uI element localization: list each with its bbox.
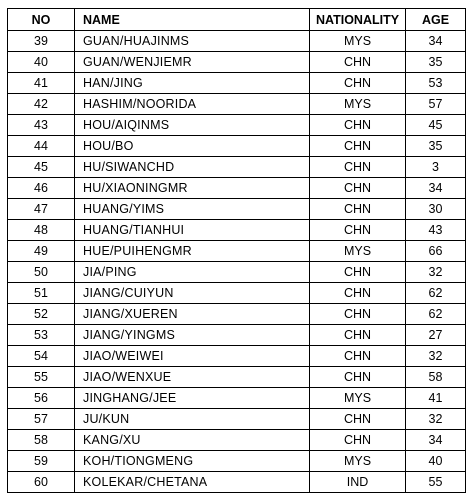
cell-name: HOU/AIQINMS [75, 115, 310, 136]
cell-nationality: MYS [310, 94, 406, 115]
table-row [8, 367, 466, 388]
table-row [8, 94, 466, 115]
cell-no: 58 [8, 430, 75, 451]
cell-name: JIAO/WEIWEI [75, 346, 310, 367]
cell-age: 34 [406, 430, 466, 451]
cell-name: JIAO/WENXUE [75, 367, 310, 388]
cell-age: 40 [406, 451, 466, 472]
cell-no: 57 [8, 409, 75, 430]
cell-no: 41 [8, 73, 75, 94]
cell-nationality: CHN [310, 367, 406, 388]
cell-nationality: MYS [310, 241, 406, 262]
cell-age: 32 [406, 346, 466, 367]
cell-age: 45 [406, 115, 466, 136]
table-row [8, 472, 466, 493]
table-row [8, 52, 466, 73]
cell-nationality: CHN [310, 430, 406, 451]
cell-name: KOH/TIONGMENG [75, 451, 310, 472]
cell-name: HOU/BO [75, 136, 310, 157]
cell-nationality: CHN [310, 346, 406, 367]
cell-name: JIANG/YINGMS [75, 325, 310, 346]
cell-name: KOLEKAR/CHETANA [75, 472, 310, 493]
cell-age: 35 [406, 52, 466, 73]
table-row [8, 451, 466, 472]
cell-no: 47 [8, 199, 75, 220]
cell-no: 50 [8, 262, 75, 283]
cell-nationality: CHN [310, 157, 406, 178]
cell-name: JIANG/CUIYUN [75, 283, 310, 304]
table-header [8, 9, 466, 31]
cell-no: 42 [8, 94, 75, 115]
table-row [8, 409, 466, 430]
cell-no: 45 [8, 157, 75, 178]
cell-no: 53 [8, 325, 75, 346]
cell-age: 32 [406, 262, 466, 283]
cell-nationality: CHN [310, 115, 406, 136]
table-row [8, 178, 466, 199]
header-no: NO [8, 9, 75, 31]
cell-name: GUAN/HUAJINMS [75, 31, 310, 52]
cell-no: 48 [8, 220, 75, 241]
cell-age: 53 [406, 73, 466, 94]
cell-age: 41 [406, 388, 466, 409]
header-name: NAME [75, 9, 310, 31]
table-row [8, 157, 466, 178]
cell-name: JIANG/XUEREN [75, 304, 310, 325]
cell-age: 32 [406, 409, 466, 430]
cell-no: 44 [8, 136, 75, 157]
passenger-table [7, 8, 466, 493]
cell-nationality: CHN [310, 199, 406, 220]
cell-nationality: CHN [310, 178, 406, 199]
cell-no: 54 [8, 346, 75, 367]
cell-no: 59 [8, 451, 75, 472]
cell-name: HASHIM/NOORIDA [75, 94, 310, 115]
cell-name: HUANG/TIANHUI [75, 220, 310, 241]
table-row [8, 388, 466, 409]
table-row [8, 241, 466, 262]
cell-no: 55 [8, 367, 75, 388]
cell-age: 55 [406, 472, 466, 493]
cell-age: 3 [406, 157, 466, 178]
cell-no: 46 [8, 178, 75, 199]
cell-nationality: IND [310, 472, 406, 493]
cell-name: HUANG/YIMS [75, 199, 310, 220]
cell-age: 27 [406, 325, 466, 346]
cell-nationality: MYS [310, 31, 406, 52]
cell-nationality: CHN [310, 52, 406, 73]
cell-age: 57 [406, 94, 466, 115]
table-row [8, 283, 466, 304]
cell-name: KANG/XU [75, 430, 310, 451]
cell-no: 52 [8, 304, 75, 325]
cell-age: 30 [406, 199, 466, 220]
cell-no: 51 [8, 283, 75, 304]
header-row [8, 9, 466, 31]
cell-age: 62 [406, 283, 466, 304]
table-row [8, 73, 466, 94]
cell-nationality: MYS [310, 388, 406, 409]
cell-nationality: CHN [310, 262, 406, 283]
cell-age: 34 [406, 178, 466, 199]
cell-name: HUE/PUIHENGMR [75, 241, 310, 262]
cell-no: 39 [8, 31, 75, 52]
cell-age: 58 [406, 367, 466, 388]
cell-age: 43 [406, 220, 466, 241]
cell-age: 35 [406, 136, 466, 157]
cell-no: 56 [8, 388, 75, 409]
cell-nationality: CHN [310, 283, 406, 304]
cell-nationality: CHN [310, 409, 406, 430]
table-row [8, 199, 466, 220]
cell-age: 62 [406, 304, 466, 325]
cell-name: HU/XIAONINGMR [75, 178, 310, 199]
table-row [8, 346, 466, 367]
cell-nationality: CHN [310, 136, 406, 157]
header-nationality: NATIONALITY [310, 9, 406, 31]
cell-name: JINGHANG/JEE [75, 388, 310, 409]
table-row [8, 220, 466, 241]
cell-no: 40 [8, 52, 75, 73]
table-row [8, 262, 466, 283]
header-age: AGE [406, 9, 466, 31]
cell-no: 43 [8, 115, 75, 136]
cell-nationality: CHN [310, 304, 406, 325]
cell-name: HU/SIWANCHD [75, 157, 310, 178]
table-row [8, 136, 466, 157]
table-row [8, 115, 466, 136]
cell-nationality: CHN [310, 73, 406, 94]
table-row [8, 31, 466, 52]
cell-age: 34 [406, 31, 466, 52]
table-row [8, 325, 466, 346]
cell-name: JU/KUN [75, 409, 310, 430]
cell-no: 60 [8, 472, 75, 493]
table-body [8, 31, 466, 493]
table-row [8, 304, 466, 325]
cell-no: 49 [8, 241, 75, 262]
cell-name: HAN/JING [75, 73, 310, 94]
cell-age: 66 [406, 241, 466, 262]
cell-nationality: MYS [310, 451, 406, 472]
cell-name: JIA/PING [75, 262, 310, 283]
cell-nationality: CHN [310, 325, 406, 346]
table-row [8, 430, 466, 451]
cell-name: GUAN/WENJIEMR [75, 52, 310, 73]
cell-nationality: CHN [310, 220, 406, 241]
